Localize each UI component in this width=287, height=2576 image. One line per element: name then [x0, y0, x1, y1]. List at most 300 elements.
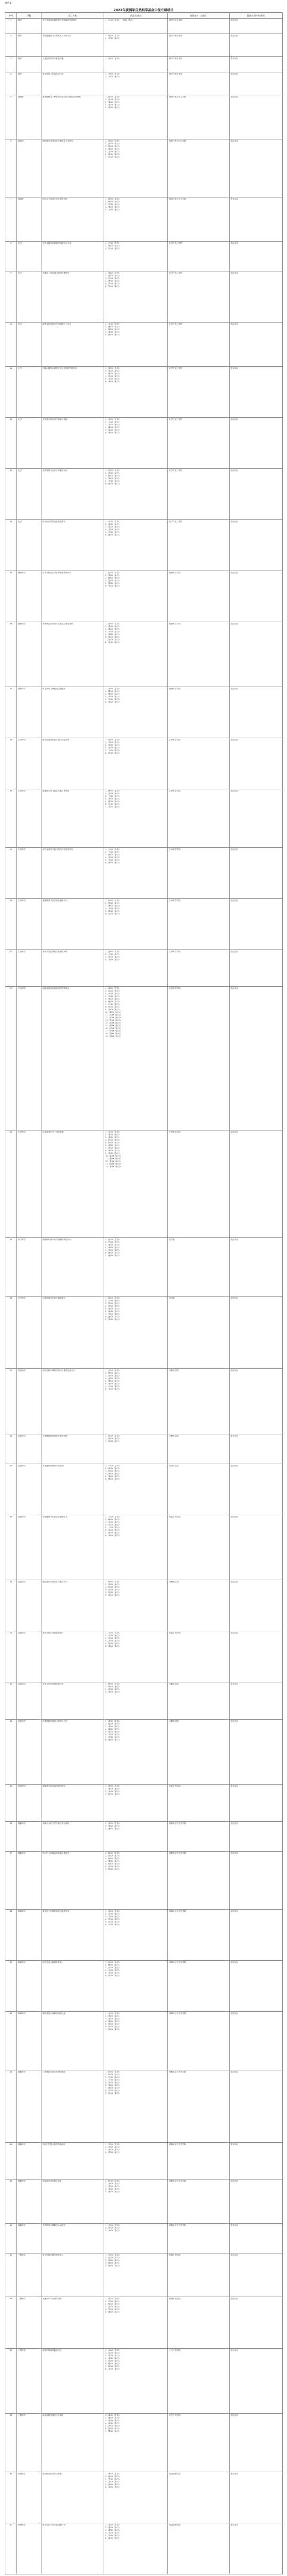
row-number: 24: [5, 1130, 17, 1238]
row-people: [104, 987, 168, 1130]
person-line: 5、薛XX（参与）: [105, 633, 121, 635]
table-row: [5, 271, 283, 322]
column-header: 学科: [17, 13, 41, 19]
row-field: 信息科学: [17, 1682, 41, 1719]
row-people: [104, 1515, 168, 1580]
person-line: 4、罗XX（参与）: [105, 696, 121, 698]
row-type: 面上项目: [230, 1296, 283, 1368]
row-field: 化学: [17, 366, 41, 417]
project-name-line: 二维材料异质结的界面调控: [43, 2070, 66, 2073]
project-name-line: 超快激光诱导的非平衡态动力学研究: [43, 139, 73, 142]
person-line: 13、茅XX（参与）: [105, 1019, 122, 1022]
row-project-name: [41, 847, 104, 898]
person-line: 6、梅XX（参与）: [105, 1252, 121, 1254]
person-line: 8、支XX（参与）: [105, 1388, 121, 1390]
row-project-name: [41, 519, 104, 571]
person-line: 3、景XX（参与）: [105, 2185, 121, 2188]
person-line: 1、郁XX（主持）: [105, 1581, 121, 1583]
table-row: [5, 1515, 283, 1580]
person-line: 5、乔XX（参与）: [105, 2425, 121, 2428]
table-row: [5, 519, 283, 571]
row-project-name: [41, 197, 104, 242]
project-name-line: 图像超分辨率重建算法研究: [43, 1785, 66, 1788]
row-project-name: [41, 2179, 104, 2224]
person-line: 9、季XX（参与）: [105, 1152, 121, 1154]
row-department: 生命科学学院: [168, 1130, 230, 1238]
person-line: 6、邵XX（参与）: [105, 912, 121, 915]
row-type: 面上项目: [230, 139, 283, 197]
person-line: 7、於XX（参与）: [105, 1736, 121, 1738]
table-row: [5, 571, 283, 622]
person-line: 1、干XX（主持）: [105, 1515, 121, 1518]
column-header: 批准立项经费/类型: [230, 13, 283, 19]
row-type: 青年项目: [230, 1434, 283, 1464]
row-number: 11: [5, 366, 17, 417]
person-line: 12、贾XX（参与）: [105, 1160, 122, 1162]
person-line: 1、吕XX（主持）、王XX（参与）: [105, 19, 135, 21]
row-department: 化学与化工学院: [168, 322, 230, 366]
person-line: 6、雷XX（参与）: [105, 635, 121, 638]
row-type: 面上项目: [230, 241, 283, 271]
row-field: 材料科学: [17, 2179, 41, 2224]
row-project-name: [41, 1961, 104, 2012]
person-line: 4、房XX（参与）: [105, 1472, 121, 1475]
person-line: 3、廉XX（参与）: [105, 628, 121, 630]
person-line: 15、熊XX（参与）: [105, 1025, 122, 1027]
person-line: 1、谢XX（主持）: [105, 367, 121, 369]
person-line: 2、穆XX（参与）: [105, 902, 121, 904]
project-name-line: 桥梁结构健康监测方法: [43, 2349, 62, 2351]
person-line: 2、蓬XX（参与）: [105, 2015, 121, 2018]
person-line: 1、赵XX（主持）: [105, 96, 121, 98]
row-type: 面上项目: [230, 322, 283, 366]
row-field: 信息科学: [17, 1631, 41, 1682]
row-department: 化学与化工学院: [168, 519, 230, 571]
row-people: [104, 366, 168, 417]
table-row: [5, 789, 283, 847]
person-line: 5、康XX（参与）: [105, 800, 121, 803]
person-line: 1、金XX（主持）: [105, 323, 121, 325]
table-row: [5, 1368, 283, 1434]
row-department: 化学与化工学院: [168, 366, 230, 417]
person-line: 7、盛XX（参与）: [105, 1254, 121, 1257]
person-line: 2、石XX（参与）: [105, 1634, 121, 1637]
row-project-name: [41, 1631, 104, 1682]
row-number: 44: [5, 2223, 17, 2253]
table-row: [5, 2297, 283, 2348]
person-line: 1、田XX（主持）: [105, 1369, 121, 1372]
person-line: 1、靳XX（主持）: [105, 1852, 121, 1854]
table-row: [5, 1464, 283, 1515]
person-line: 6、羊XX（参与）: [105, 1733, 121, 1736]
person-line: 2、嵇XX（参与）: [105, 1686, 121, 1688]
table-row: [5, 987, 283, 1130]
row-field: 物理学: [17, 139, 41, 197]
row-field: 化学: [17, 241, 41, 271]
column-header: 项目名称: [41, 13, 104, 19]
table-row: [5, 2414, 283, 2472]
person-line: 3、荣XX（参与）: [105, 1725, 121, 1728]
row-department: 化学与化工学院: [168, 468, 230, 519]
project-name-line: 复杂结构的疲劳损伤评估: [43, 2253, 64, 2256]
table-row: [5, 366, 283, 417]
person-line: 6、诸XX（参与）: [105, 1594, 121, 1597]
person-line: 7、鬱XX（参与）: [105, 2430, 121, 2433]
row-project-name: [41, 1785, 104, 1821]
row-number: 15: [5, 571, 17, 622]
person-line: 2、汲XX（参与）: [105, 1854, 121, 1857]
project-name-line: 几类图的结构与着色问题: [43, 57, 64, 60]
row-project-name: [41, 571, 104, 622]
table-row: [5, 1238, 283, 1296]
table-row: [5, 622, 283, 687]
row-type: 面上项目: [230, 2414, 283, 2472]
row-number: 34: [5, 1719, 17, 1785]
table-row: [5, 197, 283, 242]
person-line: 2、彭XX（参与）: [105, 472, 121, 474]
person-line: 2、苗XX（参与）: [105, 523, 121, 525]
person-line: 4、孟XX（参与）: [105, 856, 121, 858]
person-line: 3、童XX（参与）: [105, 1244, 121, 1246]
row-people: [104, 2472, 168, 2523]
person-line: 4、杜XX（参与）: [105, 1138, 121, 1141]
person-line: 11、谈XX（参与）: [105, 1014, 122, 1017]
person-line: 6、逄XX（参与）: [105, 2537, 121, 2539]
row-people: [104, 1130, 168, 1238]
project-name-line: 区域气候变化对水资源的影响评估: [43, 571, 71, 574]
person-line: 2、从XX（参与）: [105, 2351, 121, 2354]
person-line: 5、邱XX（参与）: [105, 1307, 121, 1310]
column-header: 依托单位（学院）: [168, 13, 230, 19]
person-line: 1、左XX（主持）: [105, 1632, 121, 1634]
row-field: 化学: [17, 417, 41, 468]
row-project-name: [41, 1130, 104, 1238]
person-line: 8、席XX（参与）: [105, 1149, 121, 1152]
row-project-name: [41, 95, 104, 139]
table-row: [5, 417, 283, 468]
row-type: 面上项目: [230, 1821, 283, 1851]
row-department: 化学与化工学院: [168, 241, 230, 271]
row-project-name: [41, 2472, 104, 2523]
person-line: 5、平XX（参与）: [105, 858, 121, 861]
row-number: 28: [5, 1434, 17, 1464]
row-people: [104, 1464, 168, 1515]
row-department: 计算机学院: [168, 1580, 230, 1631]
person-line: 1、章XX（主持）: [105, 418, 121, 420]
project-name-line: 具有对流项的抛物型方程组解的性质研究: [43, 19, 77, 21]
person-line: 7、闵XX（参与）: [105, 1146, 121, 1149]
row-people: [104, 322, 168, 366]
table-row: [5, 57, 283, 72]
row-department: 计算机学院: [168, 1682, 230, 1719]
row-department: 经济管理学院: [168, 2523, 230, 2574]
person-line: 3、卞XX（参与）: [105, 795, 121, 798]
person-line: 3、管XX（参与）: [105, 1440, 121, 1442]
row-number: 16: [5, 622, 17, 687]
person-line: 5、毕XX（参与）: [105, 698, 121, 701]
project-name-line: 纳米催化剂的原位表征: [43, 2180, 62, 2183]
person-line: 6、臧XX（参与）: [105, 1001, 121, 1003]
row-people: [104, 2012, 168, 2070]
row-people: [104, 1631, 168, 1682]
person-line: 5、于XX（参与）: [105, 749, 121, 752]
person-line: 3、祁XX（参与）: [105, 955, 121, 958]
person-line: 3、吕XX（参与）: [105, 247, 121, 250]
row-department: 材料科学与工程学院: [168, 2179, 230, 2224]
person-line: 4、吴XX（参与）: [105, 104, 121, 106]
person-line: 10、戴XX（参与）: [105, 1011, 122, 1014]
row-type: 面上项目: [230, 1719, 283, 1785]
row-number: 42: [5, 2142, 17, 2179]
row-field: 材料科学: [17, 1851, 41, 1909]
row-department: 地理科学学院: [168, 571, 230, 622]
row-people: [104, 789, 168, 847]
project-name-line: 软件缺陷预测的迁移学习方法: [43, 1720, 67, 1722]
person-line: 5、闻XX（参与）: [105, 2483, 121, 2486]
person-line: 3、宿XX（参与）: [105, 2303, 121, 2306]
person-line: 2、韶XX（参与）: [105, 2256, 121, 2259]
person-line: 3、陶XX（参与）: [105, 328, 121, 331]
row-project-name: [41, 1368, 104, 1434]
row-number: 39: [5, 1961, 17, 2012]
person-line: 4、封XX（参与）: [105, 1793, 121, 1796]
person-line: 3、幸XX（参与）: [105, 2229, 121, 2232]
person-line: 2、刘XX（参与）: [105, 2183, 121, 2185]
person-line: 3、蒙XX（参与）: [105, 2420, 121, 2422]
row-project-name: [41, 1296, 104, 1368]
row-department: 数学与统计学院: [168, 34, 230, 57]
table-row: [5, 1682, 283, 1719]
person-line: 12、宋XX（参与）: [105, 1017, 122, 1019]
person-line: 17、舒XX（参与）: [105, 1030, 122, 1033]
person-line: 2、解XX（参与）: [105, 1518, 121, 1521]
row-type: 面上项目: [230, 2179, 283, 2224]
project-name-line: 形状记忆聚合物的智能响应: [43, 2143, 66, 2145]
project-name-line: 生物质基平台分子的催化转化: [43, 469, 67, 472]
row-number: 36: [5, 1821, 17, 1851]
person-line: 4、曹XX（参与）: [105, 279, 121, 282]
row-department: 物理与电子信息学院: [168, 95, 230, 139]
table-header-row: [5, 13, 283, 19]
person-line: 4、柏XX（参与）: [105, 375, 121, 377]
project-name-line: 拓扑光子晶体中的边界态调控: [43, 198, 67, 201]
row-project-name: [41, 271, 104, 322]
person-line: 18、屈XX（参与）: [105, 1033, 122, 1035]
project-name-line: 无线通信中的智能反射面技术: [43, 1515, 67, 1518]
person-line: 16、纪XX（参与）: [105, 1027, 122, 1030]
row-type: 面上项目: [230, 19, 283, 34]
table-row: [5, 2142, 283, 2179]
row-field: 化学: [17, 468, 41, 519]
person-line: 2、董XX（参与）: [105, 1133, 121, 1136]
person-line: 2、滕XX（参与）: [105, 690, 121, 693]
person-line: 6、栾XX（参与）: [105, 2084, 121, 2086]
person-line: 2、戎XX（参与）: [105, 2145, 121, 2148]
person-line: 6、窦XX（参与）: [105, 380, 121, 383]
row-number: 8: [5, 241, 17, 271]
row-department: 经济管理学院: [168, 2472, 230, 2523]
row-people: [104, 1296, 168, 1368]
row-people: [104, 34, 168, 57]
row-people: [104, 2223, 168, 2253]
person-line: 2、王XX（参与）: [105, 76, 121, 78]
project-name-line: 功能化碳纳米材料在电化学传感中的应用: [43, 367, 77, 369]
person-line: 1、牧XX（主持）: [105, 1961, 121, 1964]
row-type: 面上项目: [230, 2348, 283, 2414]
person-line: 3、胡XX（参与）: [105, 1374, 121, 1377]
row-department: 数学与统计学院: [168, 57, 230, 72]
project-name-line: 多智能体系统的协同控制: [43, 1464, 64, 1467]
person-line: 5、蓟XX（参与）: [105, 2264, 121, 2267]
project-name-line: 大规模图数据的高效查询处理: [43, 1434, 67, 1437]
person-line: 5、仇XX（参与）: [105, 2081, 121, 2084]
person-line: 4、秦XX（参与）: [105, 206, 121, 209]
person-line: 2、巫XX（参与）: [105, 1913, 121, 1916]
person-line: 3、苍XX（参与）: [105, 2478, 121, 2480]
person-line: 3、周XX（参与）: [105, 101, 121, 104]
person-line: 1、胥XX（主持）: [105, 2472, 121, 2475]
person-line: 1、宓XX（主持）: [105, 2012, 121, 2015]
row-field: 信息科学: [17, 1719, 41, 1785]
person-line: 1、龙XX（主持）: [105, 2224, 121, 2226]
person-line: 14、庞XX（参与）: [105, 1022, 122, 1025]
person-line: 5、霍XX（参与）: [105, 1380, 121, 1382]
row-people: [104, 95, 168, 139]
person-line: 4、岑XX（参与）: [105, 630, 121, 633]
row-people: [104, 898, 168, 950]
row-type: 青年项目: [230, 2142, 283, 2179]
row-field: 信息科学: [17, 1515, 41, 1580]
row-number: 43: [5, 2179, 17, 2224]
person-line: 1、湛XX（主持）: [105, 950, 121, 953]
row-field: 医学科学: [17, 1238, 41, 1296]
person-line: 2、隗XX（参与）: [105, 1964, 121, 1967]
person-line: 1、元XX（主持）: [105, 848, 121, 851]
person-line: 3、柳XX（参与）: [105, 576, 121, 579]
row-project-name: [41, 1434, 104, 1464]
row-project-name: [41, 2348, 104, 2414]
person-line: 1、范XX（主持）: [105, 469, 121, 472]
row-people: [104, 2414, 168, 2472]
project-name-line: 新能源微电网的优化调度: [43, 2414, 64, 2417]
row-type: 面上项目: [230, 519, 283, 571]
row-people: [104, 1368, 168, 1434]
row-field: 数学: [17, 19, 41, 34]
person-line: 7、秋XX（参与）: [105, 2028, 121, 2031]
person-line: 4、姜XX（参与）: [105, 331, 121, 333]
row-people: [104, 271, 168, 322]
row-people: [104, 622, 168, 687]
row-field: 医学科学: [17, 1296, 41, 1368]
person-line: 6、蓝XX（参与）: [105, 1144, 121, 1146]
row-field: 数学: [17, 72, 41, 95]
person-line: 1、傅XX（主持）: [105, 790, 121, 792]
row-department: 计算机学院: [168, 1368, 230, 1434]
row-project-name: [41, 1719, 104, 1785]
row-field: 管理科学: [17, 2472, 41, 2523]
person-line: 3、钟XX（参与）: [105, 1302, 121, 1304]
person-line: 5、郭XX（参与）: [105, 1249, 121, 1252]
row-department: 医学院: [168, 1296, 230, 1368]
person-line: 6、籍XX（参与）: [105, 2362, 121, 2365]
row-project-name: [41, 2297, 104, 2348]
person-line: 1、马XX（主持）: [105, 520, 121, 523]
row-people: [104, 139, 168, 197]
row-project-name: [41, 1910, 104, 1961]
row-type: 面上项目: [230, 2070, 283, 2142]
project-name-line: 心肌纤维化的信号通路研究: [43, 1297, 66, 1299]
row-department: 物理与电子信息学院: [168, 197, 230, 242]
row-field: 材料科学: [17, 2142, 41, 2179]
table-row: [5, 1130, 283, 1238]
row-department: 材料科学与工程学院: [168, 2223, 230, 2253]
person-line: 6、宣XX（参与）: [105, 1529, 121, 1531]
person-line: 3、谭XX（参与）: [105, 2529, 121, 2531]
row-type: 面上项目: [230, 738, 283, 789]
person-line: 1、刘XX（主持）: [105, 73, 121, 76]
row-field: 信息科学: [17, 1434, 41, 1464]
person-line: 4、糜XX（参与）: [105, 1860, 121, 1862]
row-people: [104, 57, 168, 72]
row-type: 面上项目: [230, 2523, 283, 2574]
row-number: 7: [5, 197, 17, 242]
project-name-line: 黄土高原土壤侵蚀过程模拟: [43, 688, 66, 690]
person-line: 1、邰XX（主持）: [105, 2349, 121, 2351]
row-department: 物理与电子信息学院: [168, 139, 230, 197]
row-number: 26: [5, 1296, 17, 1368]
person-line: 2、魏XX（参与）: [105, 325, 121, 328]
row-number: 19: [5, 789, 17, 847]
row-field: 工程科学: [17, 2414, 41, 2472]
row-type: 面上项目: [230, 1464, 283, 1515]
person-line: 7、沈XX（参与）: [105, 155, 121, 158]
person-line: 1、甄XX（主持）: [105, 1785, 121, 1788]
table-row: [5, 34, 283, 57]
row-type: 青年项目: [230, 366, 283, 417]
person-line: 5、荀XX（参与）: [105, 1730, 121, 1733]
row-number: 32: [5, 1631, 17, 1682]
row-people: [104, 1821, 168, 1851]
table-row: [5, 898, 283, 950]
row-field: 生命科学: [17, 950, 41, 986]
row-people: [104, 847, 168, 898]
person-line: 1、张XX（主持）: [105, 57, 121, 60]
row-department: 材料科学与工程学院: [168, 1961, 230, 2012]
person-line: 2、樊XX（参与）: [105, 1372, 121, 1374]
row-field: 地球科学: [17, 622, 41, 687]
row-people: [104, 197, 168, 242]
row-department: 化学与化工学院: [168, 271, 230, 322]
person-line: 8、甘XX（参与）: [105, 2089, 121, 2092]
person-line: 1、厉XX（主持）: [105, 2143, 121, 2145]
row-number: 35: [5, 1785, 17, 1821]
person-line: 1、邬XX（主持）: [105, 739, 121, 741]
person-line: 5、水XX（参与）: [105, 377, 121, 380]
person-line: 4、詹XX（参与）: [105, 2188, 121, 2191]
person-line: 8、邓XX（参与）: [105, 1534, 121, 1537]
person-line: 2、冯XX（参与）: [105, 142, 121, 145]
row-people: [104, 2070, 168, 2142]
row-number: 27: [5, 1368, 17, 1434]
row-project-name: [41, 57, 104, 72]
person-line: 9、蔡XX（参与）: [105, 1318, 121, 1320]
person-line: 2、何XX（参与）: [105, 244, 121, 247]
row-type: 面上项目: [230, 1368, 283, 1434]
row-number: 1: [5, 19, 17, 34]
row-project-name: [41, 2142, 104, 2179]
person-line: 3、陈XX（参与）: [105, 145, 121, 147]
person-line: 6、黄XX（参与）: [105, 861, 121, 864]
